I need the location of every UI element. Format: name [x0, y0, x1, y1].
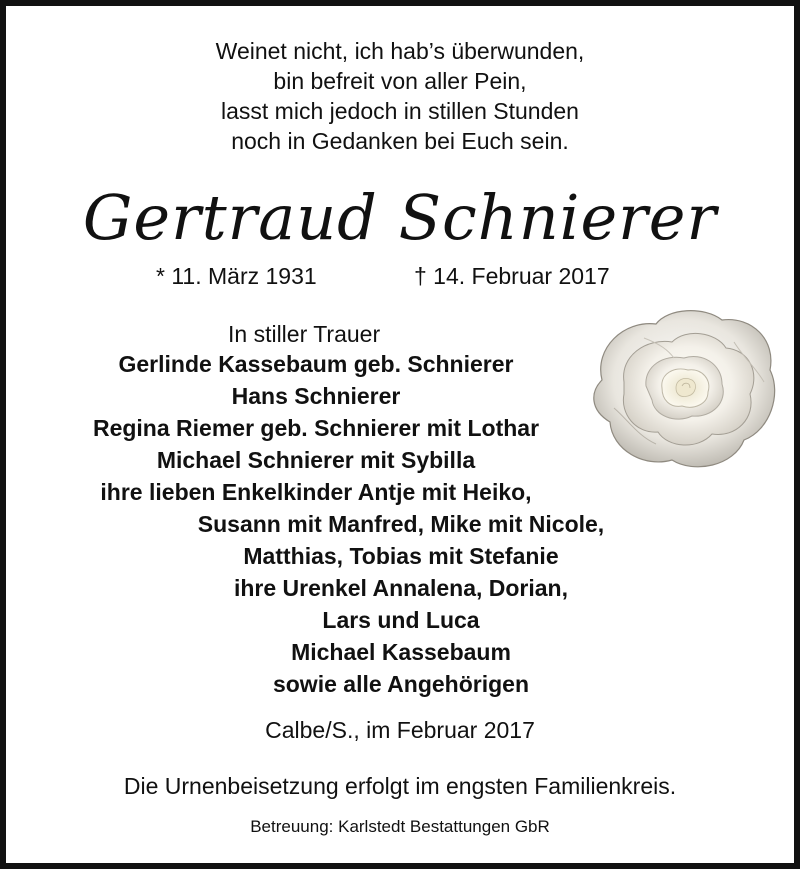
poem-line: noch in Gedanken bei Euch sein.: [231, 128, 569, 154]
mourning-intro: In stiller Trauer: [228, 321, 381, 347]
poem-line: bin befreit von aller Pein,: [273, 68, 527, 94]
mourner-line: Michael Schnierer mit Sybilla: [156, 447, 476, 473]
mourner-line: Hans Schnierer: [231, 383, 401, 409]
poem-line: lasst mich jedoch in stillen Stunden: [221, 98, 579, 124]
mourner-line: Michael Kassebaum: [291, 639, 511, 665]
mourner-line: sowie alle Angehörigen: [272, 671, 530, 697]
white-rose-icon: [584, 298, 784, 478]
poem-line: Weinet nicht, ich hab’s überwunden,: [215, 38, 585, 64]
birth-date: * 11. März 1931: [156, 263, 317, 289]
mourner-line: Gerlinde Kassebaum geb. Schnierer: [118, 351, 514, 377]
mourner-line: Lars und Luca: [322, 607, 480, 633]
mourner-line: Matthias, Tobias mit Stefanie: [243, 543, 559, 569]
place-and-date: Calbe/S., im Februar 2017: [265, 717, 535, 743]
death-date: † 14. Februar 2017: [414, 263, 610, 289]
burial-note: Die Urnenbeisetzung erfolgt im engsten Familienkreis.: [123, 773, 677, 799]
mourner-line: ihre Urenkel Annalena, Dorian,: [233, 575, 569, 601]
mourner-line: Susann mit Manfred, Mike mit Nicole,: [197, 511, 605, 537]
mourner-line: Regina Riemer geb. Schnierer mit Lothar: [92, 415, 540, 441]
funeral-home: Betreuung: Karlstedt Bestattungen GbR: [250, 817, 550, 836]
mourner-line: ihre lieben Enkelkinder Antje mit Heiko,: [100, 479, 532, 505]
deceased-name: Gertraud Schnierer: [82, 181, 718, 254]
